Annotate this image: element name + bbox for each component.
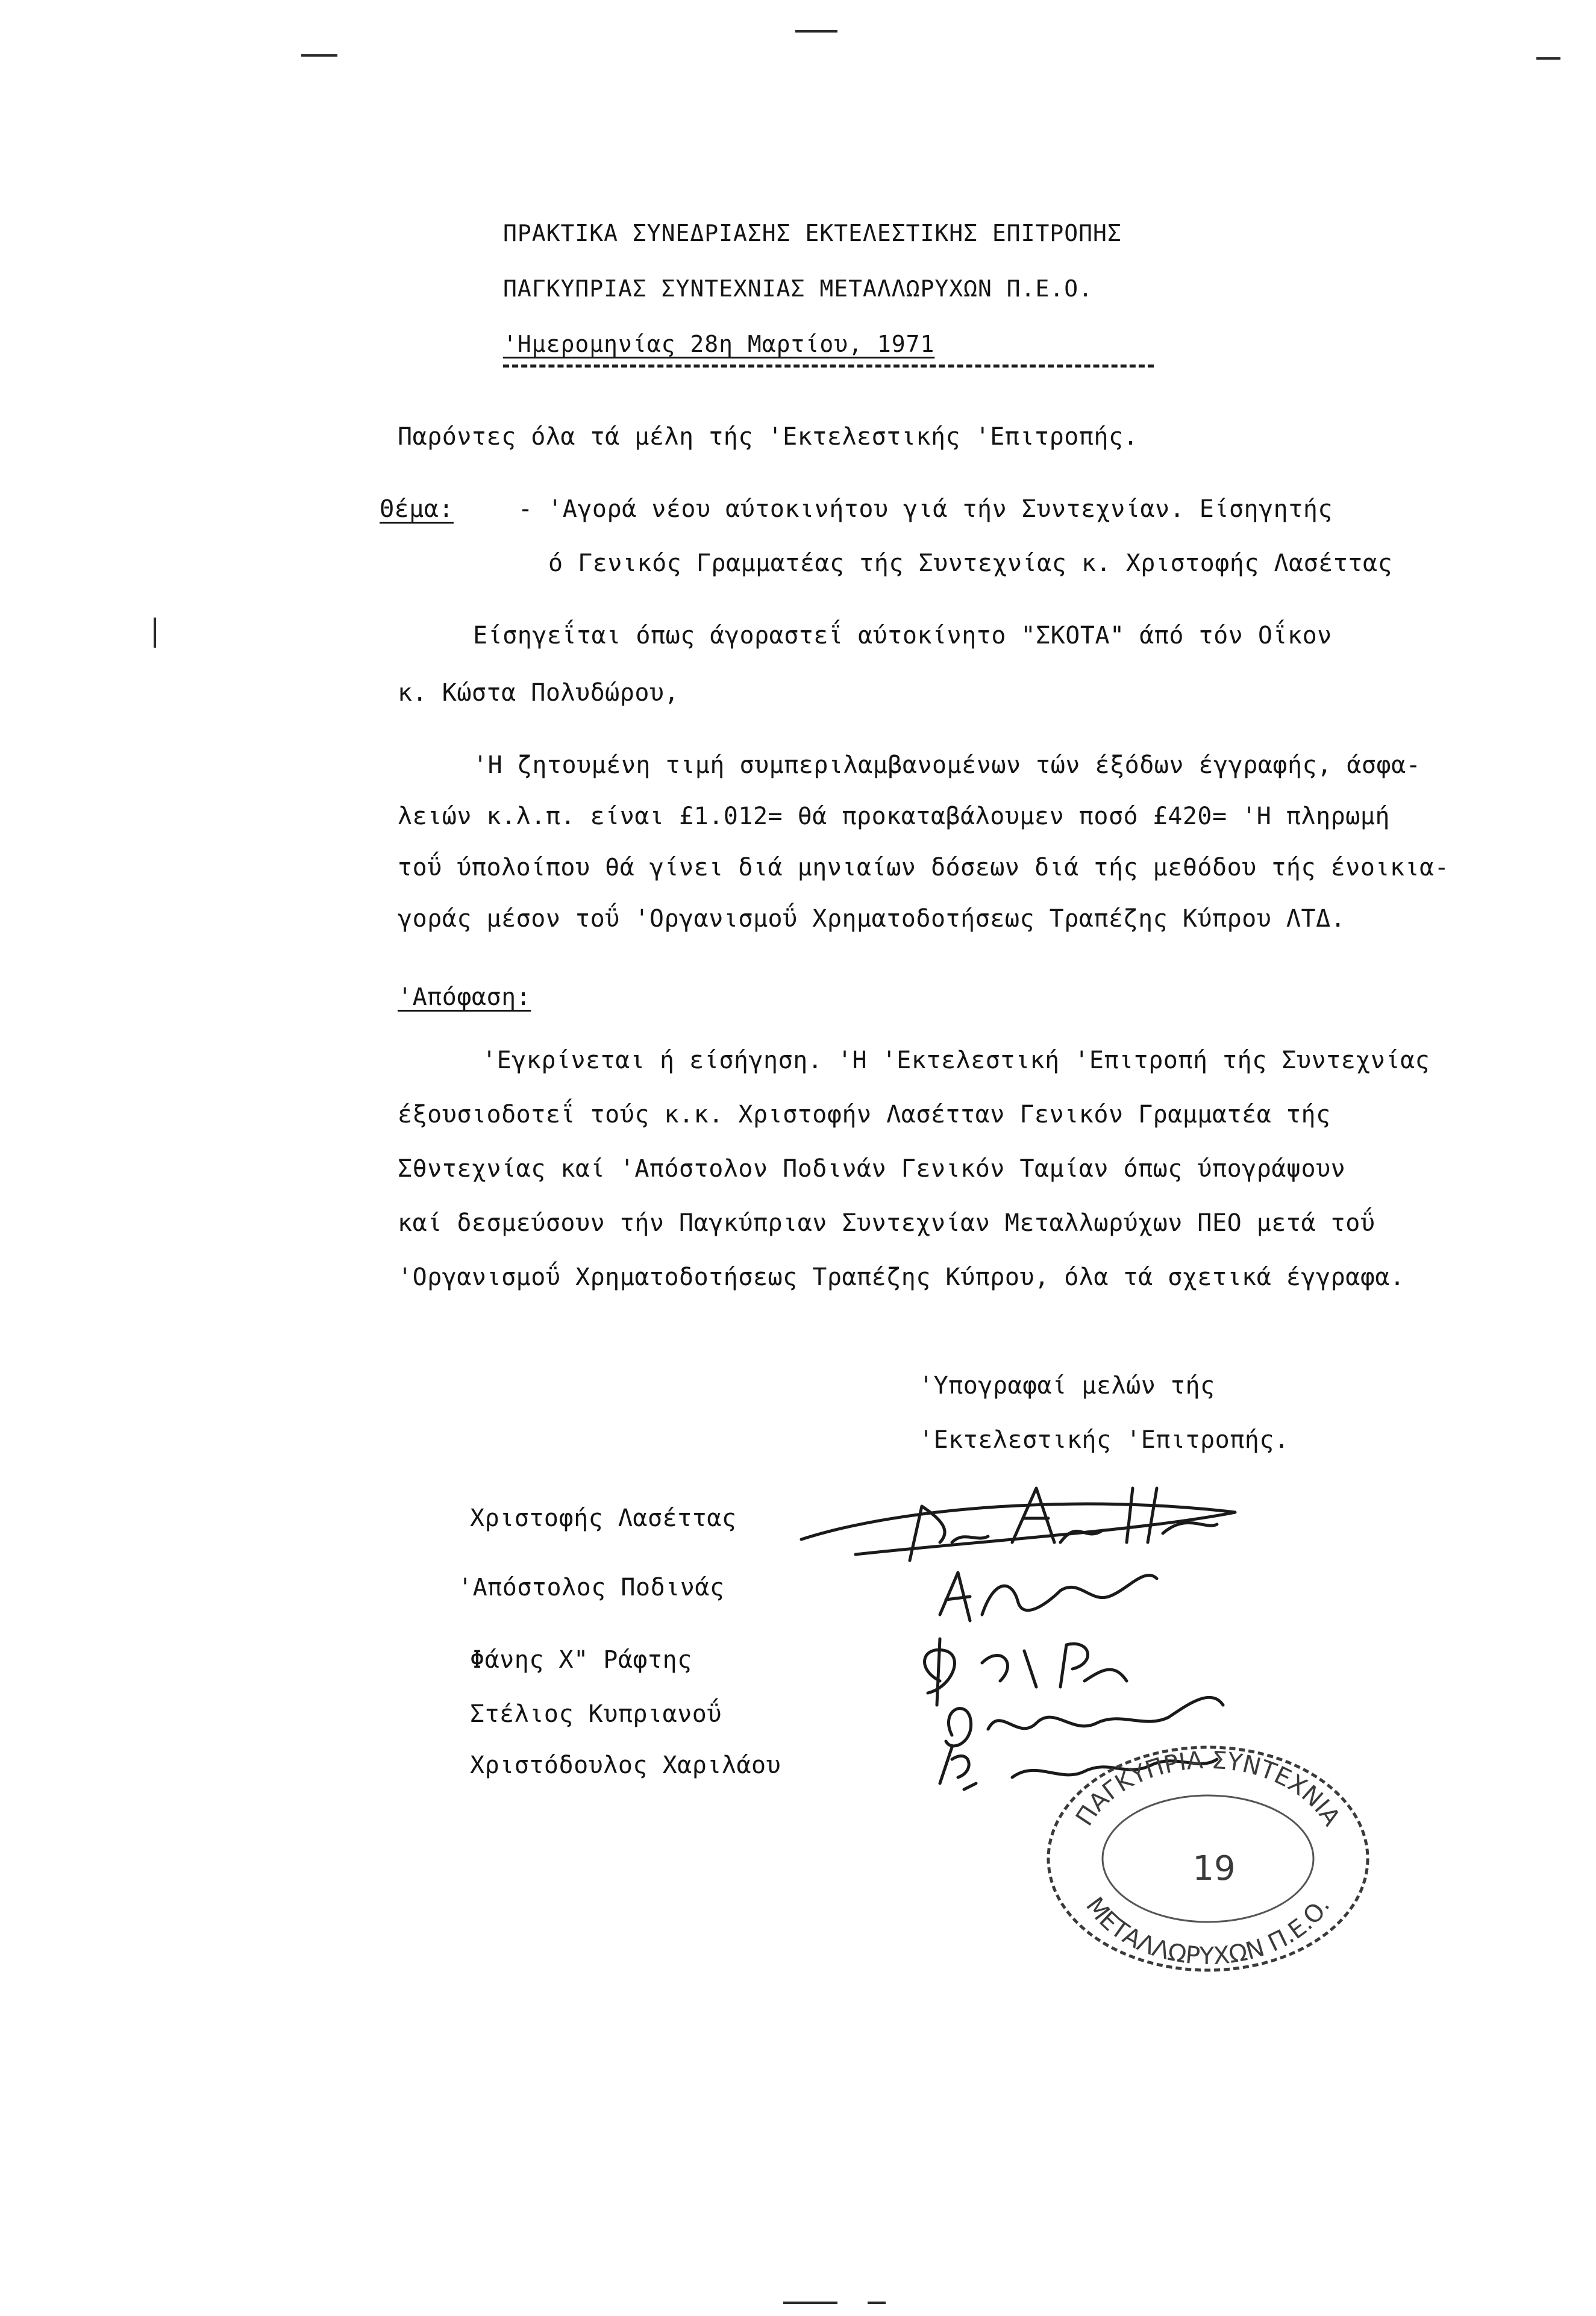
subject-line-2: ό Γενικός Γραμματέας τής Συντεχνίας κ. Χριστοφής Λασέττας (548, 549, 1393, 577)
signatures-heading-line-2: 'Εκτελεστικής 'Επιτροπής. (919, 1426, 1289, 1454)
stamp-upper-text: ΠΑΓΚΥΠΡΙΑ ΣΥΝΤΕΧΝΙΑ (1070, 1746, 1346, 1831)
subject-line-1: - 'Αγορά νέου αύτοκινήτου γιά τήν Συντεχνίαν. Είσηγητής (518, 495, 1333, 523)
decision-line-3: Σθντεχνίας καί 'Απόστολον Ποδινάν Γενικόν Ταμίαν όπως ύπογράψουν (398, 1155, 1346, 1183)
decision-line-1: 'Εγκρίνεται ή είσήγηση. 'Η 'Εκτελεστική 'Επιτροπή τής Συντεχνίας (482, 1047, 1430, 1074)
stamp-lower-text: ΜΕΤΑΛΛΩΡΥΧΩΝ Π.Ε.Ο. (1080, 1892, 1336, 1971)
member-name: Φάνης Χ" Ράφτης (470, 1646, 692, 1674)
member-name: Χριστοφής Λασέττας (470, 1504, 737, 1532)
decision-line-5: 'Οργανισμοΰ Χρηματοδοτήσεως Τραπέζης Κύπρου, όλα τά σχετικά έγγραφα. (398, 1263, 1405, 1291)
stamp-center-text: 19 (1192, 1849, 1236, 1888)
member-name: Στέλιος Κυπριανοΰ (470, 1700, 722, 1728)
document-title-line-2: ΠΑΓΚΥΠΡΙΑΣ ΣΥΝΤΕΧΝΙΑΣ ΜΕΤΑΛΛΩΡΥΧΩΝ Π.Ε.Ο. (503, 275, 1093, 302)
signature-lasettas (801, 1488, 1235, 1560)
decision-line-2: έξουσιοδοτεΐ τούς κ.κ. Χριστοφήν Λασέτταν Γενικόν Γραμματέα τής (398, 1101, 1331, 1128)
price-line-4: γοράς μέσον τοΰ 'Οργανισμοΰ Χρηματοδοτήσεως Τραπέζης Κύπρου ΛΤΔ. (398, 905, 1346, 933)
subject-label: Θέμα: (380, 495, 454, 523)
signature-podinas (940, 1573, 1157, 1621)
price-line-2: λειών κ.λ.π. είναι £1.012= θά προκαταβάλουμεν ποσό £420= 'Η πληρωμή (398, 803, 1390, 830)
price-line-1: 'Η ζητουμένη τιμή συμπεριλαμβανομένων τών έξόδων έγγραφής, άσφα- (473, 751, 1421, 779)
signature-raftis (925, 1639, 1127, 1705)
document-title-line-1: ΠΡΑΚΤΙΚΑ ΣΥΝΕΔΡΙΑΣΗΣ ΕΚΤΕΛΕΣΤΙΚΗΣ ΕΠΙΤΡΟΠΗΣ (503, 220, 1122, 246)
member-name: Χριστόδουλος Χαριλάου (470, 1751, 781, 1779)
union-stamp (1039, 1738, 1377, 1979)
proposal-line-1: Είσηγεΐται όπως άγοραστεΐ αύτοκίνητο "ΣΚΟΤΑ" άπό τόν Οΐκον (473, 622, 1332, 649)
document-date: 'Ημερομηνίας 28η Μαρτίου, 1971 (503, 331, 935, 357)
price-line-3: τοΰ ύπολοίπου θά γίνει διά μηνιαίων δόσεων διά τής μεθόδου τής ένοικια- (398, 854, 1450, 881)
signatures-heading-line-1: 'Υπογραφαί μελών τής (919, 1372, 1215, 1400)
member-name: 'Απόστολος Ποδινάς (458, 1574, 725, 1601)
proposal-line-2: κ. Κώστα Πολυδώρου, (398, 679, 680, 707)
attendance-line: Παρόντες όλα τά μέλη τής 'Εκτελεστικής 'Επιτροπής. (398, 423, 1139, 451)
decision-label: 'Απόφαση: (398, 983, 531, 1011)
decision-line-4: καί δεσμεύσουν τήν Παγκύπριαν Συντεχνίαν Μεταλλωρύχων ΠΕΟ μετά τοΰ (398, 1209, 1375, 1237)
